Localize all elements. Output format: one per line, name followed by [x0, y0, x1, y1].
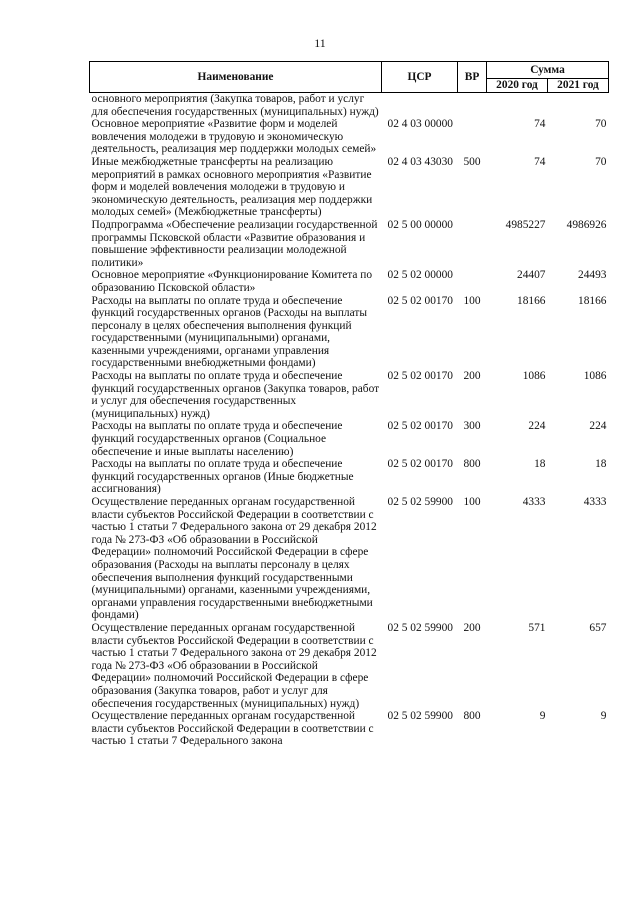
row-sum-2021: 657 — [589, 621, 607, 634]
row-vr: 100 — [463, 294, 481, 307]
row-sum-2021 — [548, 93, 609, 119]
row-sum-2020: 224 — [528, 420, 546, 433]
table-row — [90, 496, 609, 622]
row-vr — [458, 269, 487, 294]
table-row — [90, 458, 609, 496]
row-name: Иные межбюджетные трансферты на реализацию мероприятий в рамках основного мероприятия «Развитие форм и моделей вовлечения молодежи в трудовую и экономическую деятельность, реализация мер поддержки молодых семей» (Межбюджетные трансферты) — [91, 155, 373, 219]
table-row — [90, 269, 609, 294]
row-vr: 300 — [463, 420, 481, 433]
row-vr — [458, 219, 487, 269]
row-csr: 02 4 03 43030 — [387, 155, 453, 168]
row-csr: 02 5 02 00170 — [387, 458, 453, 471]
row-name: Основное мероприятие «Развитие форм и моделей вовлечения молодежи в трудовую и экономическую деятельность, реализация мер поддержки молодых семей» — [91, 118, 377, 156]
row-sum-2021: 70 — [595, 155, 607, 168]
row-sum-2020 — [487, 93, 548, 119]
row-sum-2020: 1086 — [522, 370, 546, 383]
row-sum-2021: 70 — [595, 118, 607, 131]
table-header — [90, 62, 609, 93]
header-name: Наименование — [90, 62, 382, 93]
row-csr: 02 5 02 59900 — [387, 496, 453, 508]
row-sum-2021: 24493 — [578, 269, 607, 282]
row-csr — [382, 93, 458, 119]
row-sum-2020: 9 — [539, 710, 546, 723]
row-vr: 500 — [463, 155, 481, 168]
row-csr: 02 4 03 00000 — [387, 118, 453, 131]
row-name: Подпрограмма «Обеспечение реализации государственной программы Псковской области «Развитие образования и повышение эффективности реализации молодежной политики» — [91, 218, 378, 269]
header-vr: ВР — [458, 62, 487, 93]
row-sum-2021: 1086 — [583, 370, 607, 383]
row-sum-2021: 9 — [600, 710, 607, 723]
row-sum-2021: 18166 — [578, 294, 607, 307]
row-sum-2021: 4986926 — [566, 218, 607, 231]
row-sum-2020: 24407 — [517, 269, 546, 282]
header-sum: Сумма — [487, 62, 609, 79]
table-row — [90, 295, 609, 371]
table-row — [90, 622, 609, 710]
row-csr: 02 5 00 00000 — [387, 218, 453, 231]
page-number: 11 — [314, 36, 326, 50]
table-row — [90, 370, 609, 420]
row-csr: 02 5 02 00170 — [387, 294, 453, 307]
table-row — [90, 156, 609, 219]
table-row — [90, 710, 609, 748]
row-name: Основное мероприятие «Функционирование Комитета по образованию Псковской области» — [91, 269, 373, 294]
row-sum-2020: 18 — [534, 458, 546, 471]
row-sum-2021: 224 — [589, 420, 607, 433]
row-sum-2020: 4985227 — [505, 218, 546, 231]
table-body — [90, 93, 609, 748]
header-year-2020: 2020 год — [487, 79, 548, 93]
table-row — [90, 118, 609, 156]
row-name: Осуществление переданных органам государственной власти субъектов Российской Федерации в соответствии с частью 1 статьи 7 Федерального закона от 29 декабря 2012 года № 273-ФЗ «Об образовании в Российской Федерации» полномочий Российской Федерации в сфере образования (Расходы на выплаты персоналу в целях обеспечения выполнения функций государственными (муниципальными) органами, казенными учреждениями, органами управления государственными внебюджетными фондами) — [91, 496, 377, 622]
row-vr: 200 — [463, 370, 481, 383]
row-sum-2021: 18 — [595, 458, 607, 471]
row-csr: 02 5 02 59900 — [387, 621, 453, 634]
budget-table — [89, 61, 609, 748]
row-sum-2020: 4333 — [522, 496, 546, 508]
row-name: Расходы на выплаты по оплате труда и обеспечение функций государственных органов (Расходы на выплаты персоналу в целях обеспечения выполнения функций государственными (муниципальными) органами, казенными учреждениями, органами управления государственными внебюджетными фондами) — [91, 294, 367, 370]
row-csr: 02 5 02 00170 — [387, 370, 453, 383]
row-sum-2020: 74 — [534, 155, 546, 168]
row-sum-2020: 74 — [534, 118, 546, 131]
row-csr: 02 5 02 00170 — [387, 420, 453, 433]
row-name: Осуществление переданных органам государственной власти субъектов Российской Федерации в соответствии с частью 1 статьи 7 Федерального закона от 29 декабря 2012 года № 273-ФЗ «Об образовании в Российской Федерации» полномочий Российской Федерации в сфере образования (Закупка товаров, работ и услуг для обеспечения государственных (муниципальных) нужд) — [91, 621, 377, 710]
row-vr — [458, 93, 487, 119]
row-name: Осуществление переданных органам государственной власти субъектов Российской Федерации в соответствии с частью 1 статьи 7 Федерального закона — [91, 710, 374, 748]
header-year-2021: 2021 год — [548, 79, 609, 93]
row-sum-2021: 4333 — [583, 496, 607, 508]
table-row — [90, 420, 609, 458]
row-vr: 800 — [463, 458, 481, 471]
header-csr: ЦСР — [382, 62, 458, 93]
row-name: Расходы на выплаты по оплате труда и обеспечение функций государственных органов (Иные бюджетные ассигнования) — [91, 458, 354, 496]
row-vr: 200 — [463, 621, 481, 634]
table-row — [90, 93, 609, 119]
row-sum-2020: 18166 — [517, 294, 546, 307]
row-csr: 02 5 02 00000 — [387, 269, 453, 282]
row-sum-2020: 571 — [528, 621, 546, 634]
row-name: Расходы на выплаты по оплате труда и обеспечение функций государственных органов (Закупка товаров, работ и услуг для обеспечения государственных (муниципальных) нужд) — [91, 370, 380, 420]
row-name: основного мероприятия (Закупка товаров, работ и услуг для обеспечения государственных (муниципальных) нужд) — [91, 93, 379, 118]
row-vr: 100 — [463, 496, 481, 508]
row-name: Расходы на выплаты по оплате труда и обеспечение функций государственных органов (Социальное обеспечение и иные выплаты населению) — [91, 420, 343, 458]
table-row — [90, 219, 609, 269]
row-csr: 02 5 02 59900 — [387, 710, 453, 723]
row-vr — [458, 118, 487, 156]
row-vr: 800 — [463, 710, 481, 723]
